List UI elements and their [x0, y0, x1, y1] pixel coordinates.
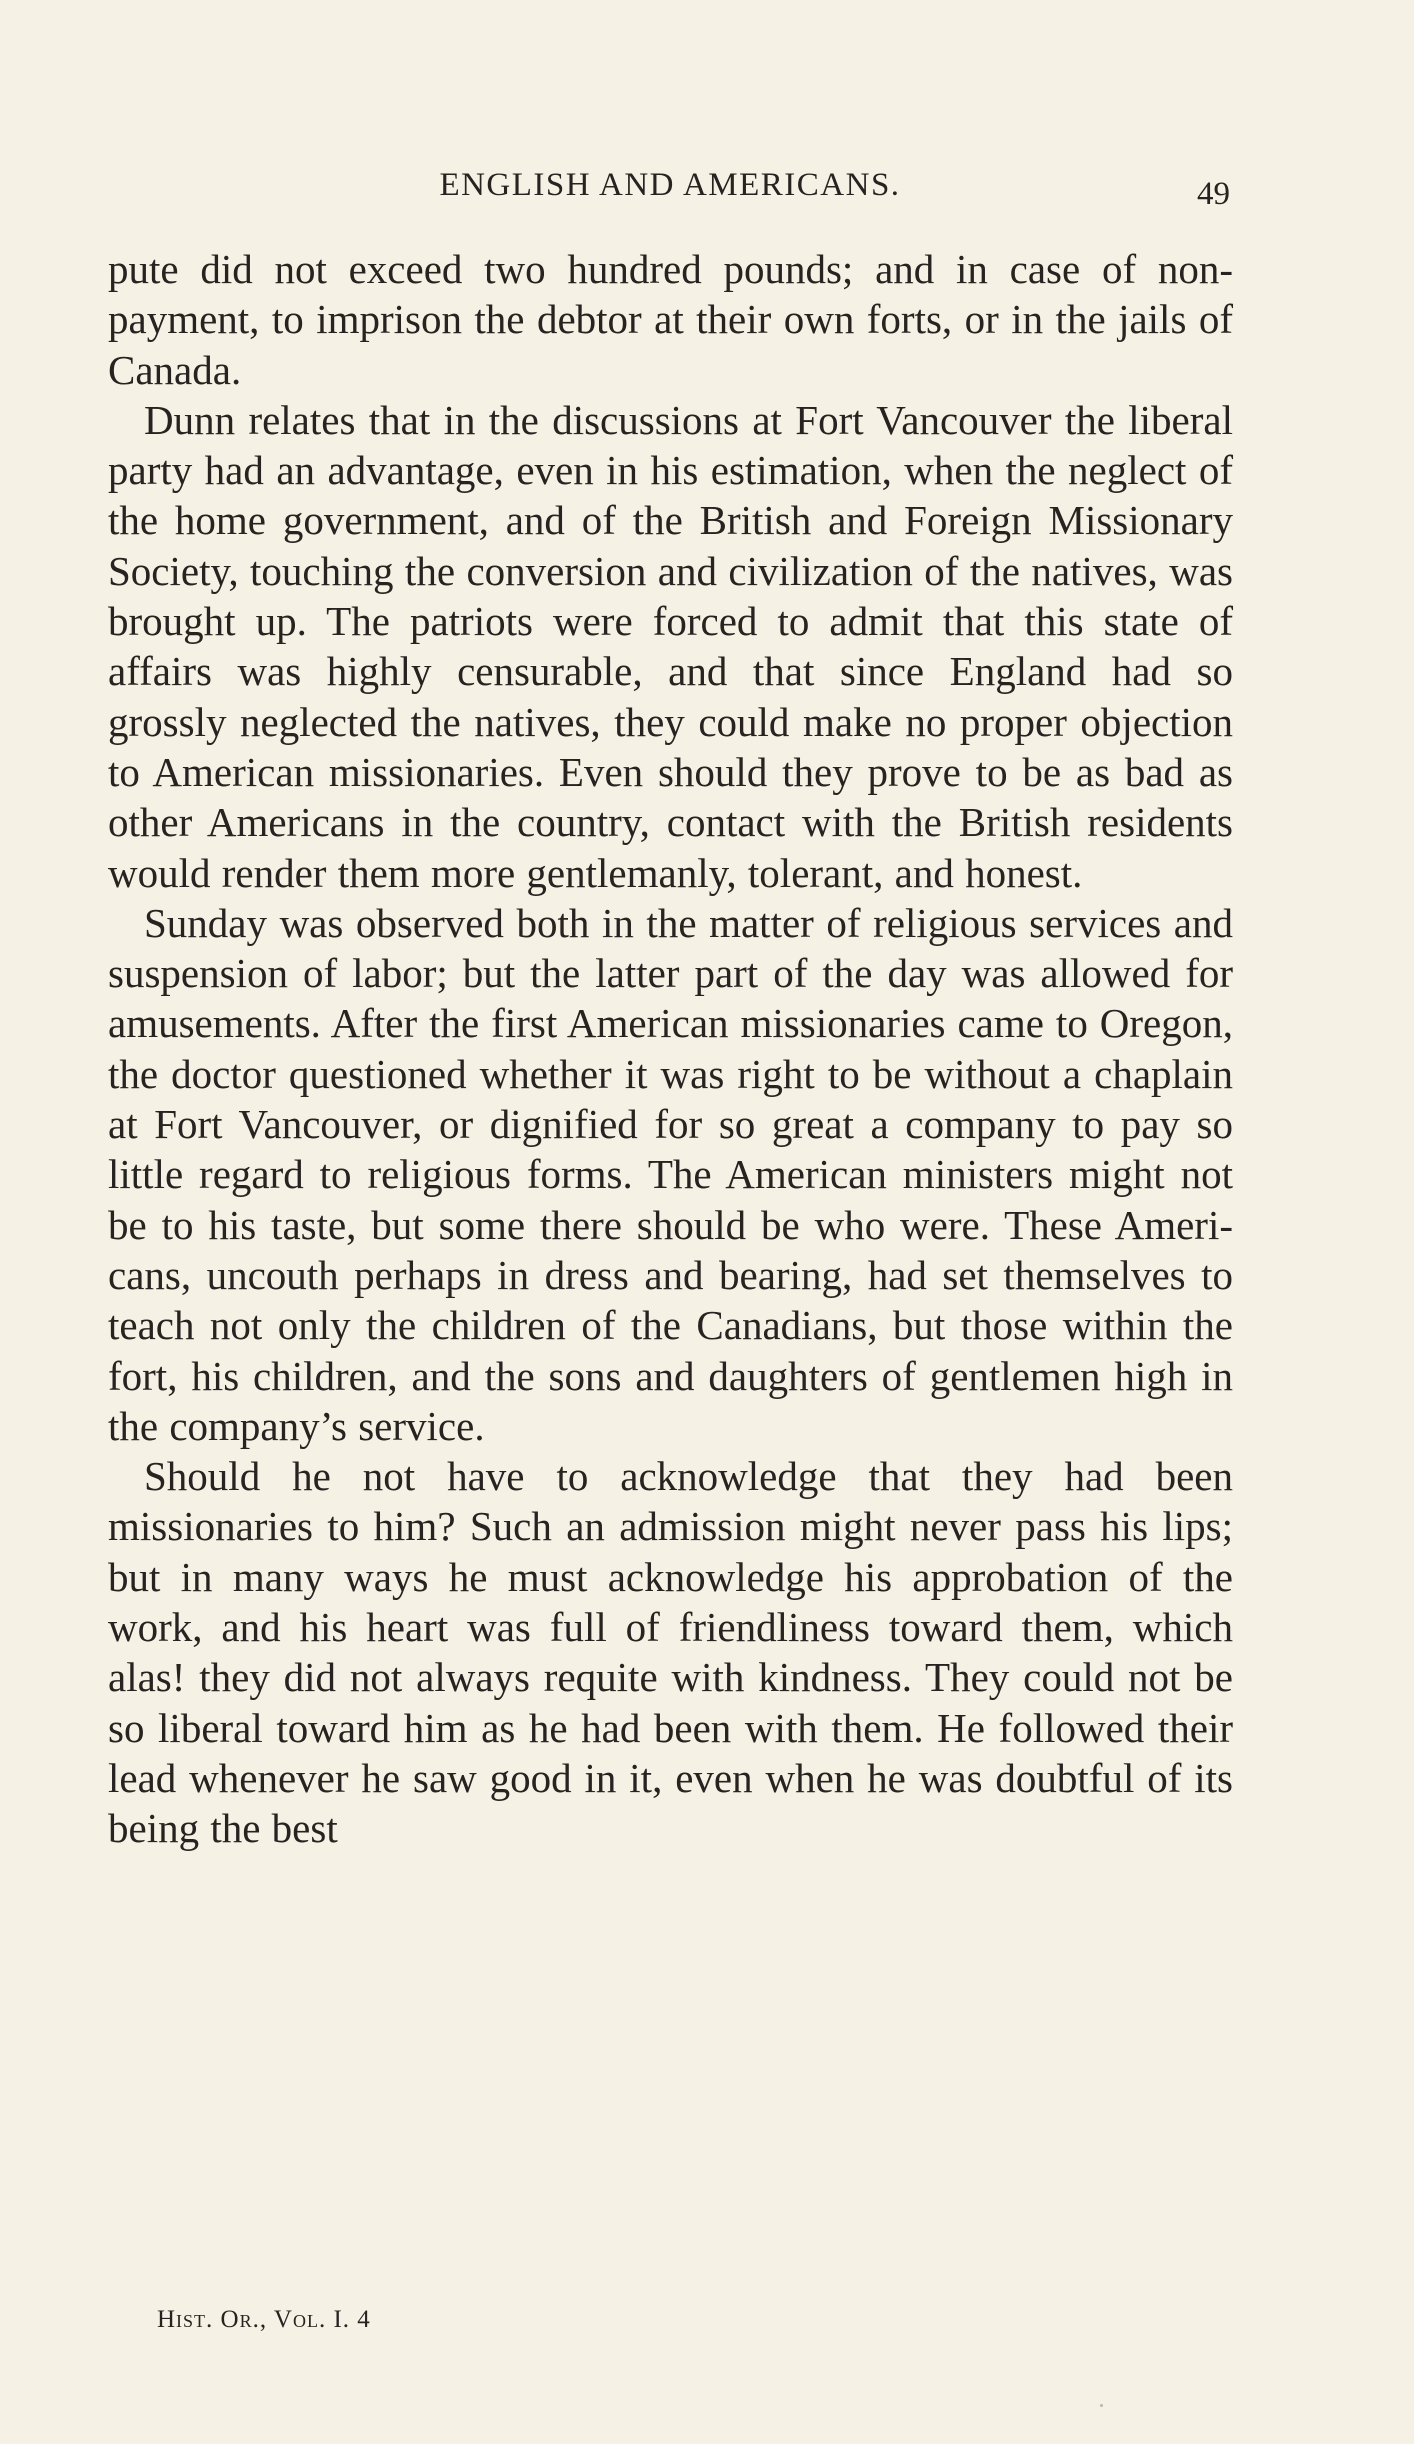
- paper-speck: [1100, 2404, 1103, 2407]
- paragraph-sunday: Sunday was observed both in the matter of religious services and suspension of labor; but the latter part of the day was allowed for amusements. After the first American missionaries came to Oregon, the doctor questioned whether it was right to be without a chaplain at Fort Vancouver, or dignified for so great a company to pay so little regard to religious forms. The American ministers might not be to his taste, but some there should be who were. These Americans, uncouth perhaps in dress and bearing, had set themselves to teach not only the children of the Canadians, but those within the fort, his children, and the sons and daughters of gentlemen high in the company’s service.: [108, 899, 1233, 1449]
- body-text: [108, 244, 1233, 1854]
- paragraph-dunn: Dunn relates that in the discussions at Fort Vancouver the liberal party had an advantage, even in his estimation, when the neglect of the home government, and of the British and Foreign Missionary Society, touching the conversion and civilization of the natives, was brought up. The patriots were forced to admit that this state of affairs was highly censurable, and that since England had so grossly neglected the natives, they could make no proper objection to American missionaries. Even should they prove to be as bad as other Americans in the country, contact with the British residents would render them more gentlemanly, tolerant, and honest.: [108, 396, 1233, 896]
- paragraph-continued: pute did not exceed two hundred pounds; and in case of non-payment, to imprison the debtor at their own forts, or in the jails of Canada.: [108, 246, 1233, 393]
- footer-signature: Hist. Or., Vol. I. 4: [157, 2306, 371, 2333]
- running-title: ENGLISH AND AMERICANS.: [439, 167, 901, 203]
- page-number: 49: [1197, 176, 1230, 212]
- paragraph-acknowledge: Should he not have to acknowledge that they had been missionaries to him? Such an admission might never pass his lips; but in many ways he must acknowledge his approbation of the work, and his heart was full of friendliness toward them, which alas! they did not always requite with kindness. They could not be so liberal toward him as he had been with them. He followed their lead whenever he saw good in it, even when he was doubtful of its being the best: [108, 1453, 1233, 1852]
- running-head: [110, 163, 1230, 213]
